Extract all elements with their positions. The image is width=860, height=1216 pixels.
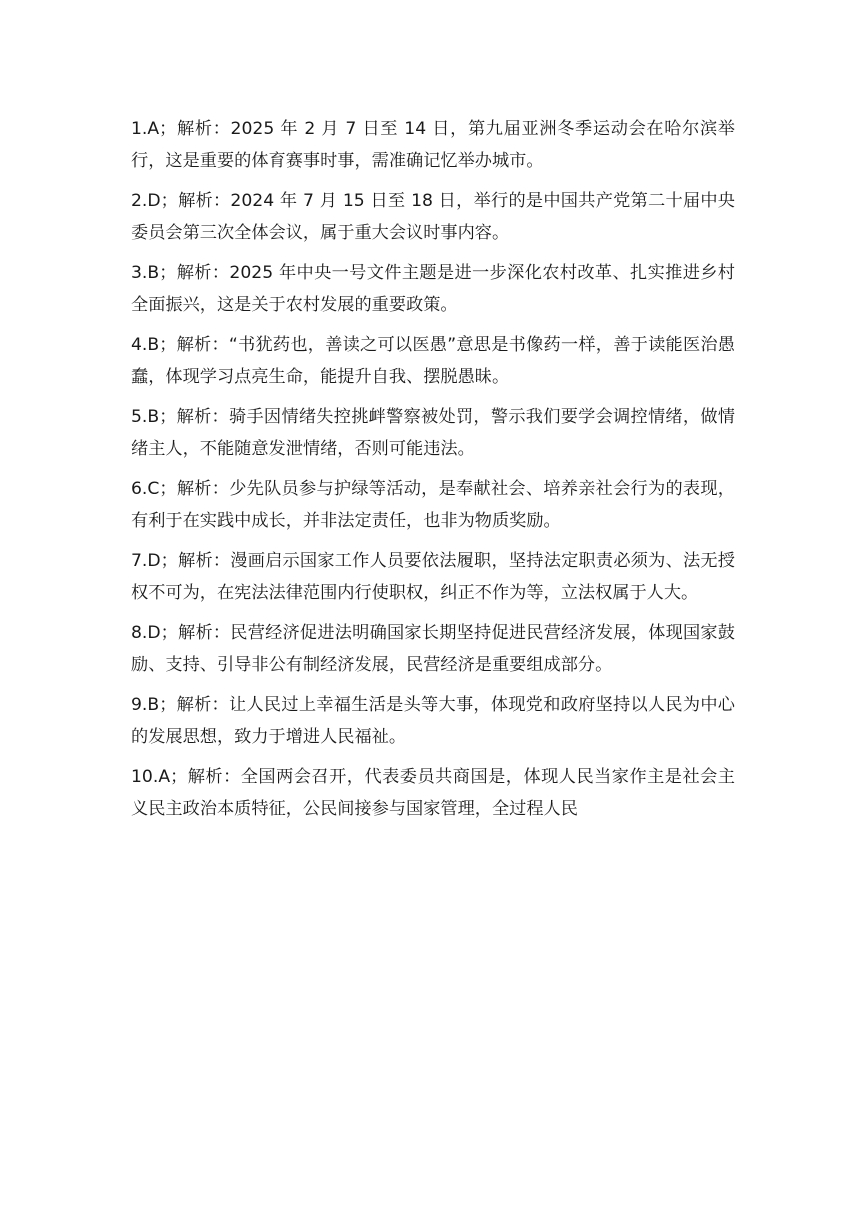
answer-item-1: 1.A；解析：2025 年 2 月 7 日至 14 日，第九届亚洲冬季运动会在哈尔滨举行，这是重要的体育赛事时事，需准确记忆举办城市。: [131, 119, 735, 171]
answer-item-2: 2.D；解析：2024 年 7 月 15 日至 18 日，举行的是中国共产党第二十届中央委员会第三次全体会议，属于重大会议时事内容。: [131, 191, 735, 243]
answer-list: [131, 114, 735, 834]
answer-item-4: 4.B；解析：“书犹药也，善读之可以医愚”意思是书像药一样，善于读能医治愚蠢，体现学习点亮生命，能提升自我、摆脱愚昧。: [131, 335, 735, 387]
answer-item-10: 10.A；解析：全国两会召开，代表委员共商国是，体现人民当家作主是社会主义民主政治本质特征，公民间接参与国家管理，全过程人民: [131, 767, 735, 819]
answer-item-5: 5.B；解析：骑手因情绪失控挑衅警察被处罚，警示我们要学会调控情绪，做情绪主人，不能随意发泄情绪，否则可能违法。: [131, 407, 735, 459]
answer-item-7: 7.D；解析：漫画启示国家工作人员要依法履职，坚持法定职责必须为、法无授权不可为，在宪法法律范围内行使职权，纠正不作为等，立法权属于人大。: [131, 551, 735, 603]
answer-item-8: 8.D；解析：民营经济促进法明确国家长期坚持促进民营经济发展，体现国家鼓励、支持、引导非公有制经济发展，民营经济是重要组成部分。: [131, 623, 735, 675]
answer-item-9: 9.B；解析：让人民过上幸福生活是头等大事，体现党和政府坚持以人民为中心的发展思想，致力于增进人民福祉。: [131, 695, 735, 747]
answer-item-3: 3.B；解析：2025 年中央一号文件主题是进一步深化农村改革、扎实推进乡村全面振兴，这是关于农村发展的重要政策。: [131, 263, 735, 315]
answer-item-6: 6.C；解析：少先队员参与护绿等活动，是奉献社会、培养亲社会行为的表现，有利于在实践中成长，并非法定责任，也非为物质奖励。: [131, 479, 735, 531]
